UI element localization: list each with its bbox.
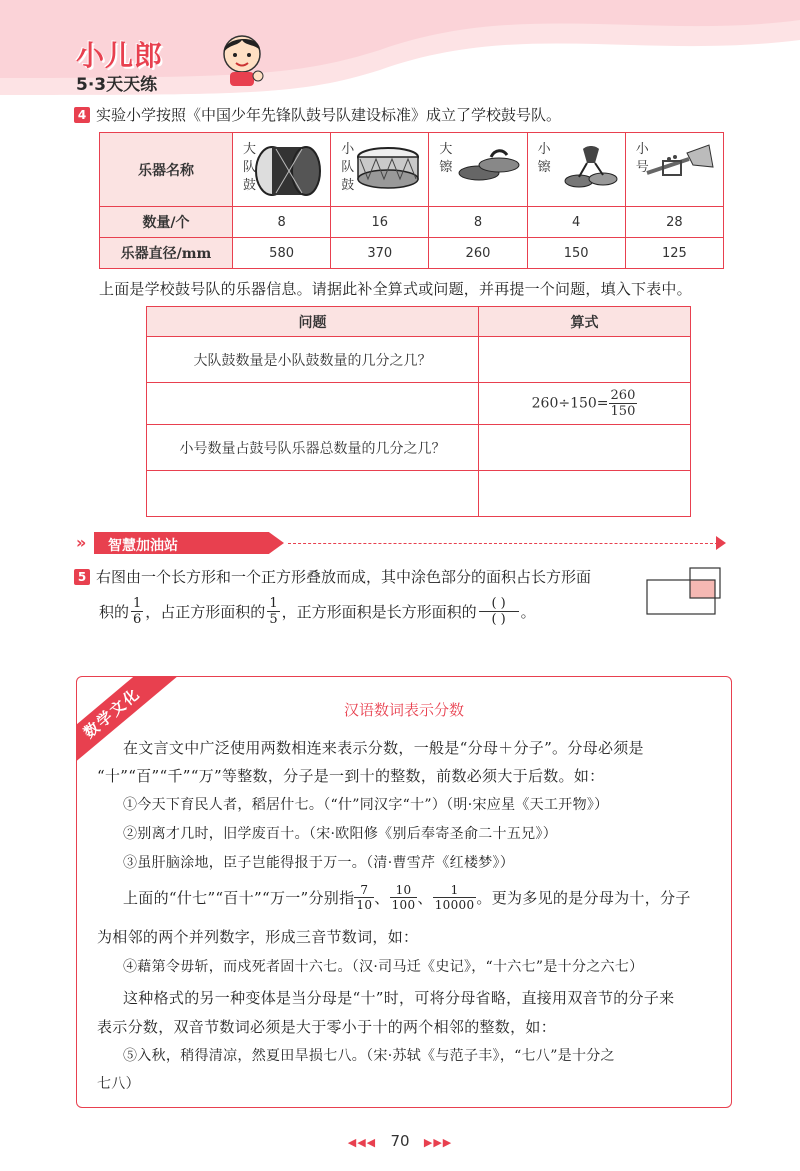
count-cell: 16 bbox=[331, 207, 429, 238]
count-cell: 4 bbox=[527, 207, 625, 238]
q5-text: 。 bbox=[520, 603, 536, 621]
large-cymbal-icon bbox=[457, 143, 521, 187]
separator: 、 bbox=[417, 889, 433, 907]
fraction-numerator: 260 bbox=[610, 388, 636, 403]
fraction-one-ten-thousandth bbox=[433, 883, 477, 912]
snare-drum-icon bbox=[354, 143, 422, 193]
count-cell: 28 bbox=[625, 207, 723, 238]
double-chevron-icon: » bbox=[76, 533, 87, 552]
banner-label: 智慧加油站 bbox=[108, 538, 178, 554]
q5-text: 积的 bbox=[99, 603, 130, 621]
ribbon-label: 数学文化 bbox=[80, 684, 144, 742]
fraction-denominator: 150 bbox=[610, 404, 636, 419]
culture-example-4: ④藉第令毋斩，而戍死者固十六七。（汉·司马迁《史记》，“十六七”是十分之六七） bbox=[123, 959, 644, 975]
page-footer bbox=[0, 1132, 800, 1150]
next-arrows-icon[interactable]: ▶▶▶ bbox=[423, 1136, 453, 1149]
fraction-denominator: 5 bbox=[269, 612, 278, 627]
culture-example-1: ①今天下育民人者，稻居什七。（“什”同汉字“十”）（明·宋应星《天工开物》） bbox=[123, 797, 609, 813]
instrument-name: 小队鼓 bbox=[341, 142, 355, 193]
bass-drum-icon bbox=[252, 143, 324, 199]
banner-dashed-line bbox=[288, 543, 718, 544]
fraction-denominator: 100 bbox=[391, 898, 416, 912]
fraction-one-sixth bbox=[131, 596, 143, 627]
shaded-overlap bbox=[690, 580, 715, 598]
brand-logo bbox=[66, 30, 216, 100]
banner-arrow-tip bbox=[716, 536, 726, 550]
instrument-cell-trumpet bbox=[625, 133, 723, 207]
prev-arrows-icon[interactable]: ◀◀◀ bbox=[347, 1136, 377, 1149]
q5-text: ，占正方形面积的 bbox=[145, 603, 266, 621]
page-number: 70 bbox=[390, 1132, 410, 1150]
formula-fraction bbox=[609, 388, 638, 419]
diameter-cell: 260 bbox=[429, 238, 527, 269]
qa-question-cell[interactable] bbox=[147, 471, 479, 517]
instrument-cell-bass-drum bbox=[233, 133, 331, 207]
q5-line1 bbox=[74, 566, 591, 587]
instrument-cell-large-cymbal bbox=[429, 133, 527, 207]
diameter-cell: 580 bbox=[233, 238, 331, 269]
culture-text: 上面的“什七”“百十”“万一”分别指 bbox=[123, 889, 355, 907]
overlapping-shapes-diagram bbox=[645, 566, 755, 616]
blank-denominator: ( ) bbox=[479, 611, 519, 627]
trumpet-icon bbox=[643, 143, 717, 187]
q5-number: 5 bbox=[74, 569, 90, 585]
culture-paragraph-line: “十”“百”“千”“万”等整数，分子是一到十的整数，前数必须大于后数。如： bbox=[97, 767, 605, 785]
fraction-denominator: 6 bbox=[133, 612, 142, 627]
question-formula-table bbox=[146, 306, 691, 517]
culture-paragraph-line: 在文言文中广泛使用两数相连来表示分数，一般是“分母＋分子”。分母必须是 bbox=[123, 739, 644, 757]
fraction-numerator: 7 bbox=[360, 883, 369, 897]
count-cell: 8 bbox=[233, 207, 331, 238]
brand-title: 小儿郎 bbox=[76, 39, 164, 72]
fraction-denominator: 10 bbox=[356, 898, 373, 912]
culture-title: 汉语数词表示分数 bbox=[343, 701, 464, 719]
diameter-cell: 150 bbox=[527, 238, 625, 269]
answer-blank-fraction[interactable] bbox=[479, 596, 519, 627]
fraction-ten-hundredths bbox=[390, 883, 418, 912]
culture-paragraph-line: 表示分数，双音节数词必须是大于零小于十的两个相邻的整数，如： bbox=[97, 1018, 557, 1036]
culture-paragraph-line bbox=[123, 883, 691, 912]
culture-example-2: ②别离才几时，旧学废百十。（宋·欧阳修《别后奉寄圣俞二十五兄》） bbox=[123, 826, 558, 842]
mascot-boy-icon bbox=[216, 30, 268, 88]
qa-header-formula: 算式 bbox=[479, 307, 691, 337]
blank-numerator: ( ) bbox=[491, 596, 506, 611]
fraction-denominator: 10000 bbox=[434, 898, 475, 912]
fraction-numerator: 1 bbox=[450, 883, 459, 897]
culture-paragraph-line: 这种格式的另一种变体是当分母是“十”时，可将分母省略，直接用双音节的分子来 bbox=[123, 989, 675, 1007]
culture-example-5-cont: 七八） bbox=[97, 1076, 140, 1092]
qa-header-question: 问题 bbox=[147, 307, 479, 337]
count-cell: 8 bbox=[429, 207, 527, 238]
q4-instruction: 上面是学校鼓号队的乐器信息。请据此补全算式或问题，并再提一个问题，填入下表中。 bbox=[99, 280, 692, 298]
q4-text: 实验小学按照《中国少年先锋队鼓号队建设标准》成立了学校鼓号队。 bbox=[96, 106, 562, 124]
small-cymbal-icon bbox=[563, 143, 619, 195]
fraction-seven-tenths bbox=[354, 883, 374, 912]
qa-formula-cell[interactable] bbox=[479, 425, 691, 471]
fraction-numerator: 1 bbox=[269, 596, 278, 611]
fraction-numerator: 10 bbox=[395, 883, 412, 897]
instrument-cell-small-cymbal bbox=[527, 133, 625, 207]
diameter-cell: 125 bbox=[625, 238, 723, 269]
culture-example-3: ③虽肝脑涂地，臣子岂能得报于万一。（清·曹雪芹《红楼梦》） bbox=[123, 855, 515, 871]
culture-text: 。更为多见的是分母为十，分子 bbox=[476, 889, 691, 907]
row-header-name: 乐器名称 bbox=[100, 133, 233, 207]
math-culture-box bbox=[76, 676, 732, 1108]
fraction-numerator: 1 bbox=[133, 596, 142, 611]
instrument-name: 小号 bbox=[635, 142, 649, 175]
qa-question-cell[interactable]: 小号数量占鼓号队乐器总数量的几分之几？ bbox=[147, 425, 479, 471]
diameter-cell: 370 bbox=[331, 238, 429, 269]
formula-text: 260÷150= bbox=[531, 395, 609, 412]
q5-line2 bbox=[99, 596, 536, 627]
q5-text: ，正方形面积是长方形面积的 bbox=[281, 603, 477, 621]
instrument-name: 小镲 bbox=[537, 142, 551, 175]
instrument-name: 大队鼓 bbox=[243, 142, 257, 193]
separator: 、 bbox=[374, 889, 390, 907]
instrument-table bbox=[99, 132, 724, 269]
q4-number: 4 bbox=[74, 107, 90, 123]
qa-question-cell[interactable]: 大队鼓数量是小队鼓数量的几分之几？ bbox=[147, 337, 479, 383]
qa-question-cell[interactable] bbox=[147, 383, 479, 425]
q4-title bbox=[74, 104, 561, 125]
culture-paragraph-line: 为相邻的两个并列数字，形成三音节数词，如： bbox=[97, 928, 419, 946]
qa-formula-cell[interactable] bbox=[479, 383, 691, 425]
instrument-name: 大镲 bbox=[439, 142, 453, 175]
q5-text: 右图由一个长方形和一个正方形叠放而成，其中涂色部分的面积占长方形面 bbox=[96, 568, 592, 586]
qa-formula-cell[interactable] bbox=[479, 471, 691, 517]
section-banner bbox=[76, 532, 736, 556]
row-header-count: 数量/个 bbox=[100, 207, 233, 238]
row-header-diameter: 乐器直径/mm bbox=[100, 238, 233, 269]
culture-example-5: ⑤入秋，稍得清凉，然夏田旱损七八。（宋·苏轼《与范子丰》，“七八”是十分之 bbox=[123, 1048, 615, 1064]
qa-formula-cell[interactable] bbox=[479, 337, 691, 383]
fraction-one-fifth bbox=[267, 596, 279, 627]
brand-subtitle: 5·3天天练 bbox=[76, 75, 158, 95]
instrument-cell-snare-drum bbox=[331, 133, 429, 207]
